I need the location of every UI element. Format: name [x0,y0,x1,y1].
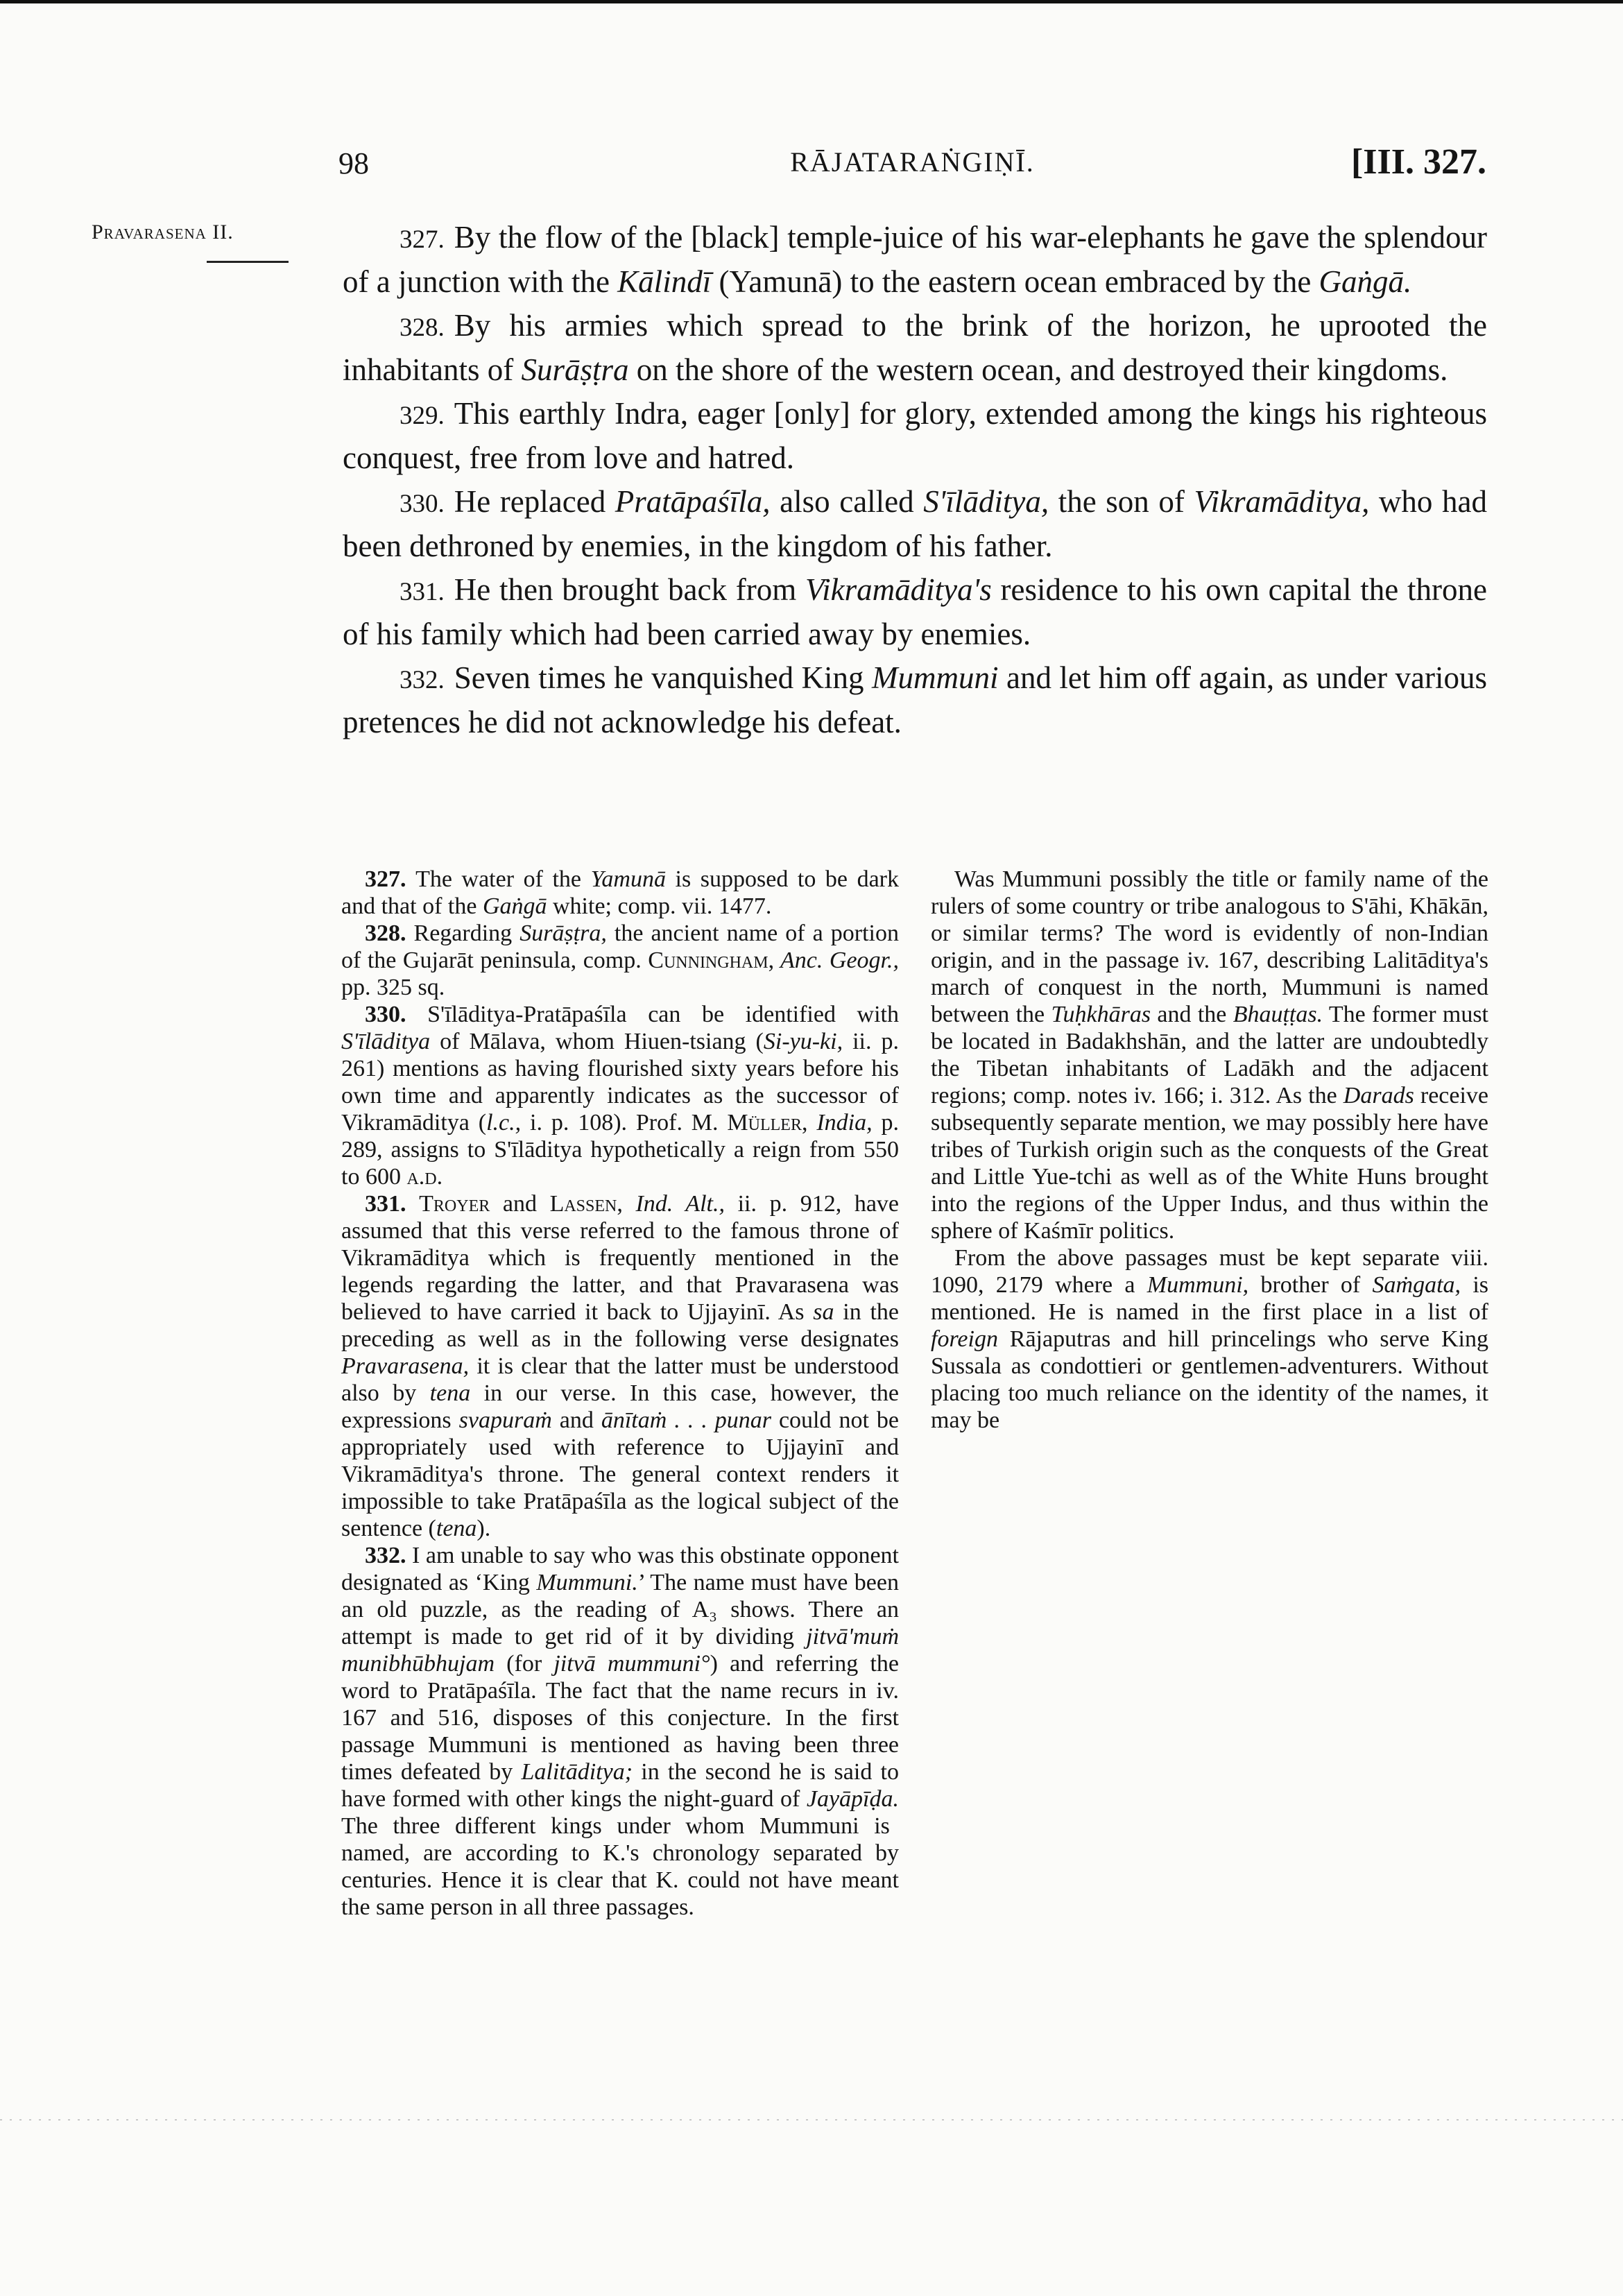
text-run: S'īlāditya-Pratāpaśīla can be identified with [427,1002,900,1027]
text-run: ii. p. 261) mentions as having flourished sixty years before his own time and apparently indicates as the successor of Vikramāditya ( [341,1029,899,1136]
text-run: Was Mummuni possibly the title or family name of the rulers of some country or tribe analogous to S'āhi, Khākān, or similar terms? The word is evidently of non-Indian origin, and in the passage iv. 167, describing Lalitāditya's march of conquest in the north, Mummuni is named between the [931,866,1488,1027]
text-run: Saṁgata, [1372,1272,1461,1298]
text-run: is mentioned. He is named in the first place in a list of [931,1272,1488,1325]
text-run: S'īlāditya [341,1029,431,1054]
verse-number: 329. [400,402,445,430]
text-run: (for [495,1651,554,1677]
note-number: 330. [365,1002,428,1027]
text-run: residence to his own capital the throne of his family which had been carried away by enemies. [343,572,1487,651]
text-run: ii. p. 912, have assumed that this verse referred to the famous throne of Vikramāditya which is frequently mentioned in the legends regarding the latter, and that Pravarasena was believed to have carried it back to Ujjayinī. As [341,1191,900,1325]
text-run: Surāṣṭra, [519,920,607,946]
text-run: Tuḥkhāras [1051,1002,1151,1027]
text-run: and [490,1191,550,1217]
text-run: in our verse. In this case, however, the expressions [341,1380,899,1433]
text-run: also called [770,484,924,519]
verse-327 [343,216,1487,302]
verse-328 [343,305,1487,391]
text-run: Mummuni. [536,1570,638,1595]
note-327 [341,866,899,920]
text-run: Lassen, [549,1191,623,1217]
text-run: Jayāpīḍa. [806,1786,899,1812]
text-run: Seven times he vanquished King [454,660,873,695]
text-run: Bhauṭṭas. [1233,1002,1323,1027]
note-continuation [931,1244,1488,1434]
text-run: ). [476,1516,491,1541]
text-run: Kālindī [617,264,712,299]
running-title: RĀJATARAṄGIṆĪ. [790,146,1035,178]
text-run: white; comp. vii. 1477. [547,893,772,919]
text-run: Gaṅgā. [1319,264,1412,299]
verse-number: 330. [400,490,445,518]
text-run: it is clear that the latter must be understood also by [341,1353,899,1406]
note-number: 327. [365,866,416,892]
text-run: and let him off again, as under various pretences he did not acknowledge his defeat. [343,660,1487,739]
sidenote-rule [207,261,289,263]
text-run: p. 289, assigns to S'īlāditya hypothetically a reign from 550 to 600 [341,1110,899,1190]
text-run: brother of [1248,1272,1373,1298]
verse-number: 332. [400,666,445,694]
note-332 [341,1542,899,1921]
note-number: 331. [365,1191,420,1217]
text-run: Anc. Geogr., [774,948,900,973]
main-verse-text [343,216,1487,745]
text-run: and [551,1407,601,1433]
text-run: ) and referring the word to Pratāpaśīla. The fact that the name recurs in iv. 167 and 516, disposes of this conjecture. In the first passage Mummuni is mentioned as having been three times defeated by [341,1651,899,1785]
text-run: He then brought back from [454,572,806,607]
text-run: foreign [931,1326,998,1352]
text-run: svapuraṁ [458,1407,552,1433]
text-run: The water of the [415,866,591,892]
text-run: Müller, [727,1110,808,1136]
text-run: Regarding [413,920,520,946]
verse-332 [343,657,1487,743]
text-run: jitvā'muṁ munibhūbhujam [341,1624,899,1677]
text-run: Pravarasena, [341,1353,470,1379]
text-run: Surāṣṭra [521,352,629,387]
text-run: tena [436,1516,477,1541]
text-run: a.d. [406,1164,443,1190]
text-run: India, [807,1110,873,1136]
text-run: Darads [1343,1083,1414,1108]
note-number: 332. [365,1543,413,1568]
text-run: Yamunā [590,866,666,892]
text-run: i. p. 108). Prof. M. [521,1110,728,1136]
text-run: The former must be located in Badakhshān, and the latter are undoubtedly the Tibetan inhabitants of Ladākh and the adjacent regions; comp. notes iv. 166; i. 312. As the [931,1002,1488,1108]
text-run: on the shore of the western ocean, and destroyed their kingdoms. [628,352,1448,387]
text-run: I am unable to say who was this obstinate opponent designated as ‘King [341,1543,899,1595]
text-run: Vikramāditya's [805,572,992,607]
text-run: Rājaputras and hill princelings who serve King Sussala as condottieri or gentlemen-adventurers. Without placing too much reliance on the identity of the names, it may be [931,1326,1488,1433]
text-run: He replaced [454,484,615,519]
text-run: of Mālava, whom Hiuen-tsiang ( [430,1029,764,1054]
note-328 [341,920,899,1001]
text-run: l.c., [486,1110,522,1136]
verse-330 [343,481,1487,567]
note-331 [341,1190,899,1542]
verse-329 [343,393,1487,479]
verse-number: 328. [400,314,445,342]
text-run: sa [813,1299,834,1325]
text-run: By his armies which spread to the brink of the horizon, he uprooted the inhabitants of [343,308,1487,387]
verse-331 [343,569,1487,655]
text-run: Mummuni [872,660,999,695]
page-header [338,142,1486,194]
note-continuation [931,866,1488,1244]
verse-number: 331. [400,578,445,606]
text-run: Vikramāditya, [1194,484,1370,519]
text-run: and the [1151,1002,1233,1027]
text-run: Gaṅgā [482,893,547,919]
text-run: ānītaṁ . . . punar [601,1407,771,1433]
text-run: the ancient name of a portion of the Gujarāt peninsula, comp. [341,920,899,973]
text-run: receive subsequently separate mention, we may possibly here have tribes of Turkish origin such as the conquests of the Great and Little Yue-tchi as well as of the White Huns brought into the regions of the Upper Indus, and thus within the sphere of Kaśmīr politics. [931,1083,1489,1244]
verse-number: 327. [400,225,445,254]
scan-artifact-line [0,2119,1623,2121]
text-run: S'īlāditya, [923,484,1049,519]
text-run: who had been dethroned by enemies, in the kingdom of his father. [343,484,1487,563]
text-run: is supposed to be dark and that of the [341,866,900,919]
text-run: Mummuni, [1147,1272,1249,1298]
text-run: Si-yu-ki, [763,1029,843,1054]
text-run: The three different kings under whom Mummuni is named, are according to K.'s chronology separated by centuries. Hence it is clear that K. could not have meant the same person in all three passages. [341,1813,899,1920]
section-reference: [III. 327. [1350,142,1486,182]
text-run: This earthly Indra, eager [only] for glory, extended among the kings his righteous conquest, free from love and hatred. [343,396,1487,475]
margin-sidenote: Pravarasena II. [92,221,234,243]
text-run: Lalitāditya; [521,1759,633,1785]
note-330 [341,1001,899,1190]
text-run: pp. 325 sq. [341,975,445,1000]
note-number: 328. [365,920,414,946]
text-run: could not be appropriately used with reference to Ujjayinī and Vikramāditya's throne. The general context renders it impossible to take Pratāpaśīla as the logical subject of the sentence ( [341,1407,900,1541]
text-run: Troyer [419,1191,490,1217]
text-run: tena [429,1380,471,1406]
text-run: Pratāpaśīla, [615,484,771,519]
page-top-edge [0,0,1623,3]
text-run: ’ The name must have been an old puzzle, as the reading of A₃ shows. There an attempt is made to get rid of it by dividing [341,1570,899,1650]
text-run: in the preceding as well as in the following verse designates [341,1299,900,1352]
text-run: Cunningham, [648,948,775,973]
text-run: From the above passages must be kept separate viii. 1090, 2179 where a [931,1245,1488,1298]
text-run: jitvā mummuni° [553,1651,710,1677]
footnotes-columns [341,866,1488,1955]
text-run: in the second he is said to have formed with other kings the night-guard of [341,1759,899,1812]
text-run: the son of [1049,484,1194,519]
text-run: (Yamunā) to the eastern ocean embraced by the [711,264,1319,299]
page-number: 98 [338,146,369,180]
text-run: By the flow of the [black] temple-juice of his war-elephants he gave the splendour of a junction with the [343,220,1487,299]
text-run: Ind. Alt., [622,1191,725,1217]
